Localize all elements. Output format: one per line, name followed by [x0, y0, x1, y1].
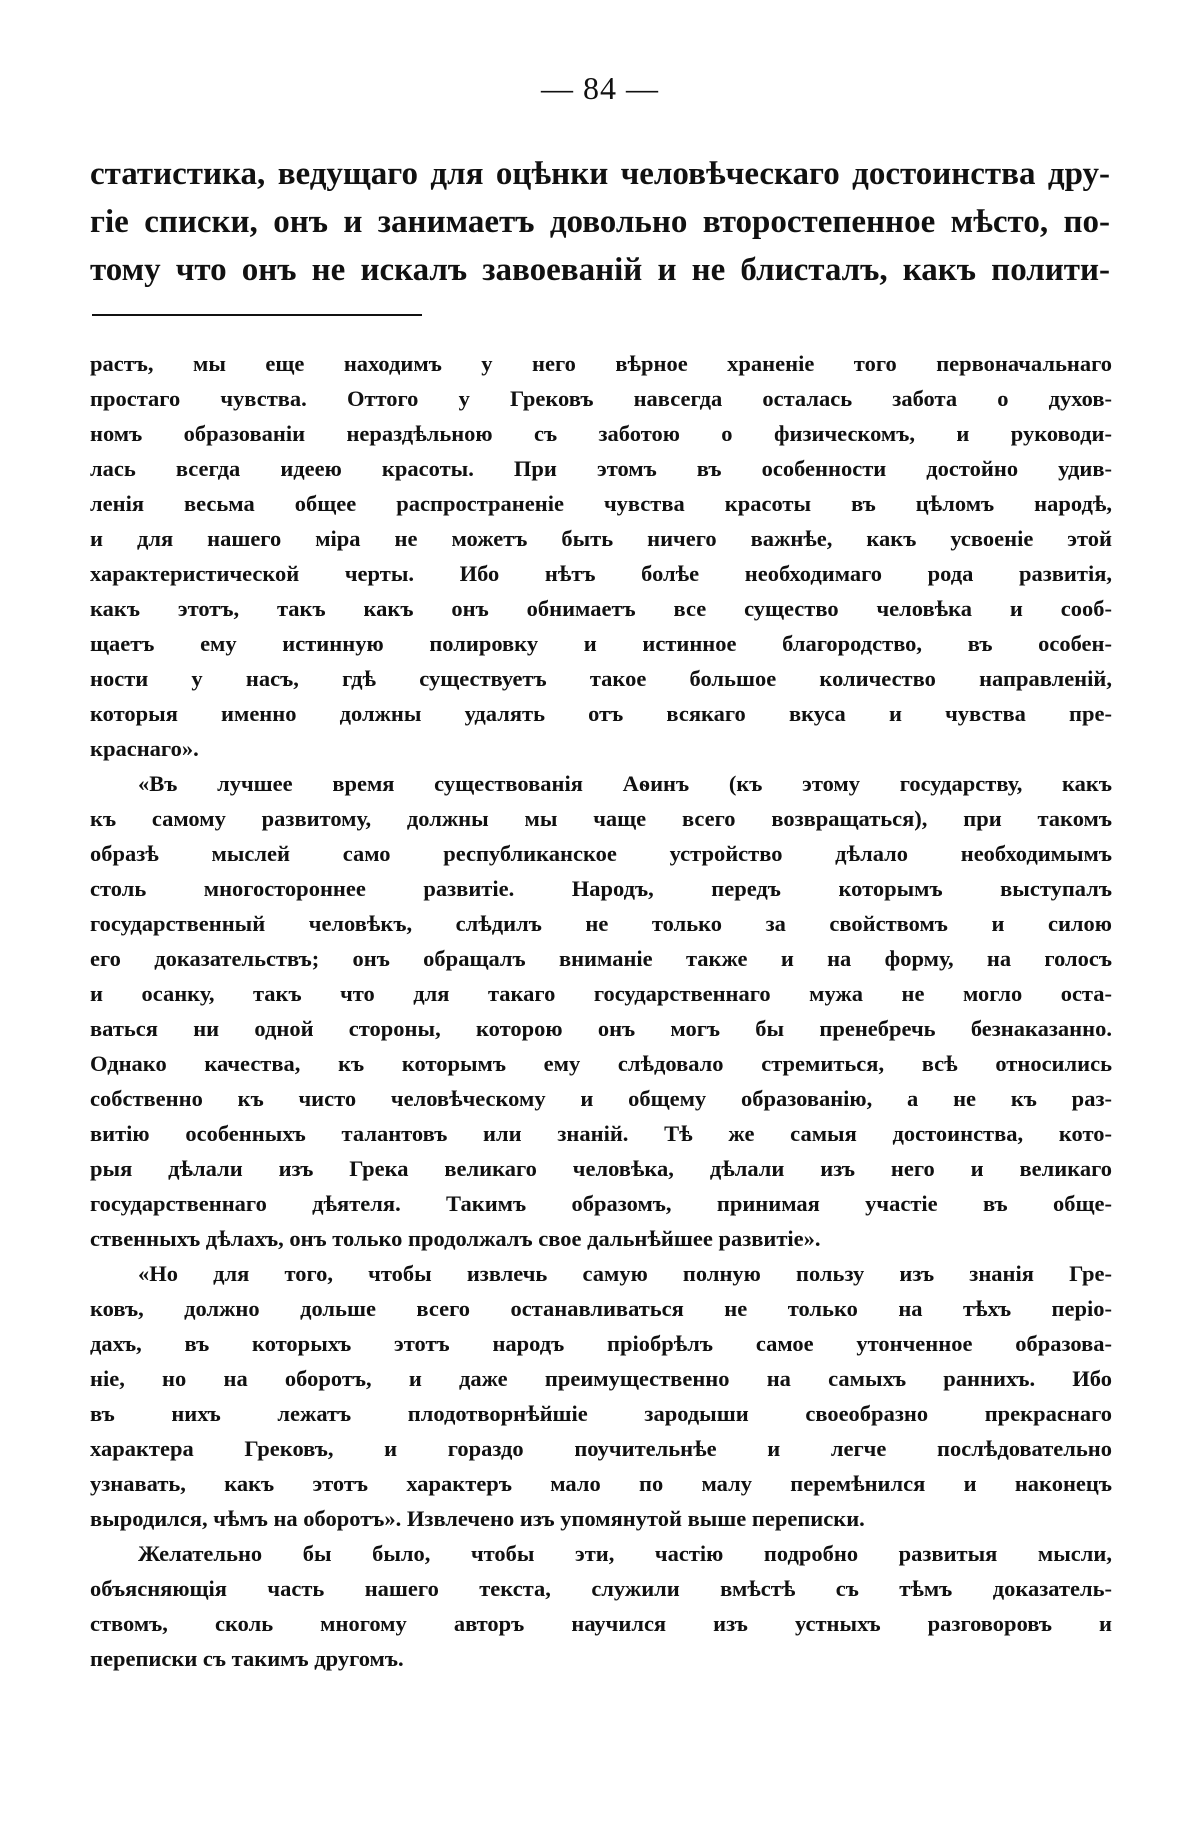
footnote: [90, 346, 1112, 1676]
footnote-line: государственный человѣкъ, слѣдилъ не только за свойствомъ и силою: [90, 911, 1112, 936]
footnote-line: и осанку, такъ что для такаго государственнаго мужа не могло оста-: [90, 981, 1112, 1006]
footnote-line: ваться ни одной стороны, которою онъ могъ бы пренебречь безнаказанно.: [90, 1016, 1112, 1041]
footnote-line: государственнаго дѣятеля. Такимъ образомъ, принимая участіе въ обще-: [90, 1191, 1112, 1216]
page-number: — 84 —: [541, 70, 659, 106]
footnote-line: какъ этотъ, такъ какъ онъ обнимаетъ все существо человѣка и сооб-: [90, 596, 1112, 621]
footnote-line: ленія весьма общее распространеніе чувства красоты въ цѣломъ народѣ,: [90, 491, 1112, 516]
footnote-line: которыя именно должны удалять отъ всякаго вкуса и чувства пре-: [90, 701, 1112, 726]
footnote-line: переписки съ такимъ другомъ.: [90, 1646, 404, 1671]
footnote-line: растъ, мы еще находимъ у него вѣрное храненіе того первоначальнаго: [90, 351, 1112, 376]
footnote-line: характеристической черты. Ибо нѣтъ болѣе необходимаго рода развитія,: [90, 561, 1112, 586]
footnote-line: ственныхъ дѣлахъ, онъ только продолжалъ свое дальнѣйшее развитіе».: [90, 1226, 821, 1251]
footnote-line: номъ образованіи нераздѣльною съ заботою о физическомъ, и руководи-: [90, 421, 1112, 446]
main-line: статистика, ведущаго для оцѣнки человѣческаго достоинства дру-: [90, 156, 1110, 192]
footnote-line: краснаго».: [90, 736, 199, 761]
footnote-line: Желательно бы было, чтобы эти, частію подробно развитыя мысли,: [138, 1541, 1112, 1566]
footnote-line: «Но для того, чтобы извлечь самую полную пользу изъ знанія Гре-: [138, 1261, 1112, 1286]
footnote-line: ности у насъ, гдѣ существуетъ такое большое количество направленій,: [90, 666, 1112, 691]
footnote-line: выродился, чѣмъ на оборотъ». Извлечено изъ упомянутой выше переписки.: [90, 1506, 865, 1531]
footnote-line: Однако качества, къ которымъ ему слѣдовало стремиться, всѣ относились: [90, 1051, 1112, 1076]
footnote-line: ствомъ, сколь многому авторъ научился изъ устныхъ разговоровъ и: [90, 1611, 1112, 1636]
footnote-line: узнавать, какъ этотъ характеръ мало по малу перемѣнился и наконецъ: [90, 1471, 1112, 1496]
main-line: тому что онъ не искалъ завоеваній и не блисталъ, какъ полити-: [90, 252, 1110, 288]
footnote-line: щаетъ ему истинную полировку и истинное благородство, въ особен-: [90, 631, 1112, 656]
main-text: [90, 150, 1110, 294]
footnote-line: простаго чувства. Оттого у Грековъ навсегда осталась забота о духов-: [90, 386, 1112, 411]
footnote-line: лась всегда идеею красоты. При этомъ въ особенности достойно удив-: [90, 456, 1112, 481]
footnote-line: къ самому развитому, должны мы чаще всего возвращаться), при такомъ: [90, 806, 1112, 831]
footnote-line: дахъ, въ которыхъ этотъ народъ пріобрѣлъ самое утонченное образова-: [90, 1331, 1112, 1356]
footnote-line: образѣ мыслей само республиканское устройство дѣлало необходимымъ: [90, 841, 1112, 866]
footnote-line: рыя дѣлали изъ Грека великаго человѣка, дѣлали изъ него и великаго: [90, 1156, 1112, 1181]
footnote-line: «Въ лучшее время существованія Аѳинъ (къ этому государству, какъ: [138, 771, 1112, 796]
footnote-line: объясняющія часть нашего текста, служили вмѣстѣ съ тѣмъ доказатель-: [90, 1576, 1112, 1601]
footnote-line: ніе, но на оборотъ, и даже преимущественно на самыхъ раннихъ. Ибо: [90, 1366, 1112, 1391]
footnote-line: и для нашего міра не можетъ быть ничего важнѣе, какъ усвоеніе этой: [90, 526, 1112, 551]
footnote-line: собственно къ чисто человѣческому и общему образованію, а не къ раз-: [90, 1086, 1112, 1111]
footnote-line: въ нихъ лежатъ плодотворнѣйшіе зародыши своеобразно прекраснаго: [90, 1401, 1112, 1426]
footnote-divider: [92, 314, 422, 316]
footnote-line: ковъ, должно дольше всего останавливаться не только на тѣхъ періо-: [90, 1296, 1112, 1321]
footnote-line: его доказательствъ; онъ обращалъ вниманіе также и на форму, на голосъ: [90, 946, 1112, 971]
footnote-line: характера Грековъ, и гораздо поучительнѣе и легче послѣдовательно: [90, 1436, 1112, 1461]
footnote-line: столь многостороннее развитіе. Народъ, передъ которымъ выступалъ: [90, 876, 1112, 901]
main-line: гіе списки, онъ и занимаетъ довольно второстепенное мѣсто, по-: [90, 204, 1110, 240]
footnote-line: витію особенныхъ талантовъ или знаній. Тѣ же самыя достоинства, кото-: [90, 1121, 1112, 1146]
